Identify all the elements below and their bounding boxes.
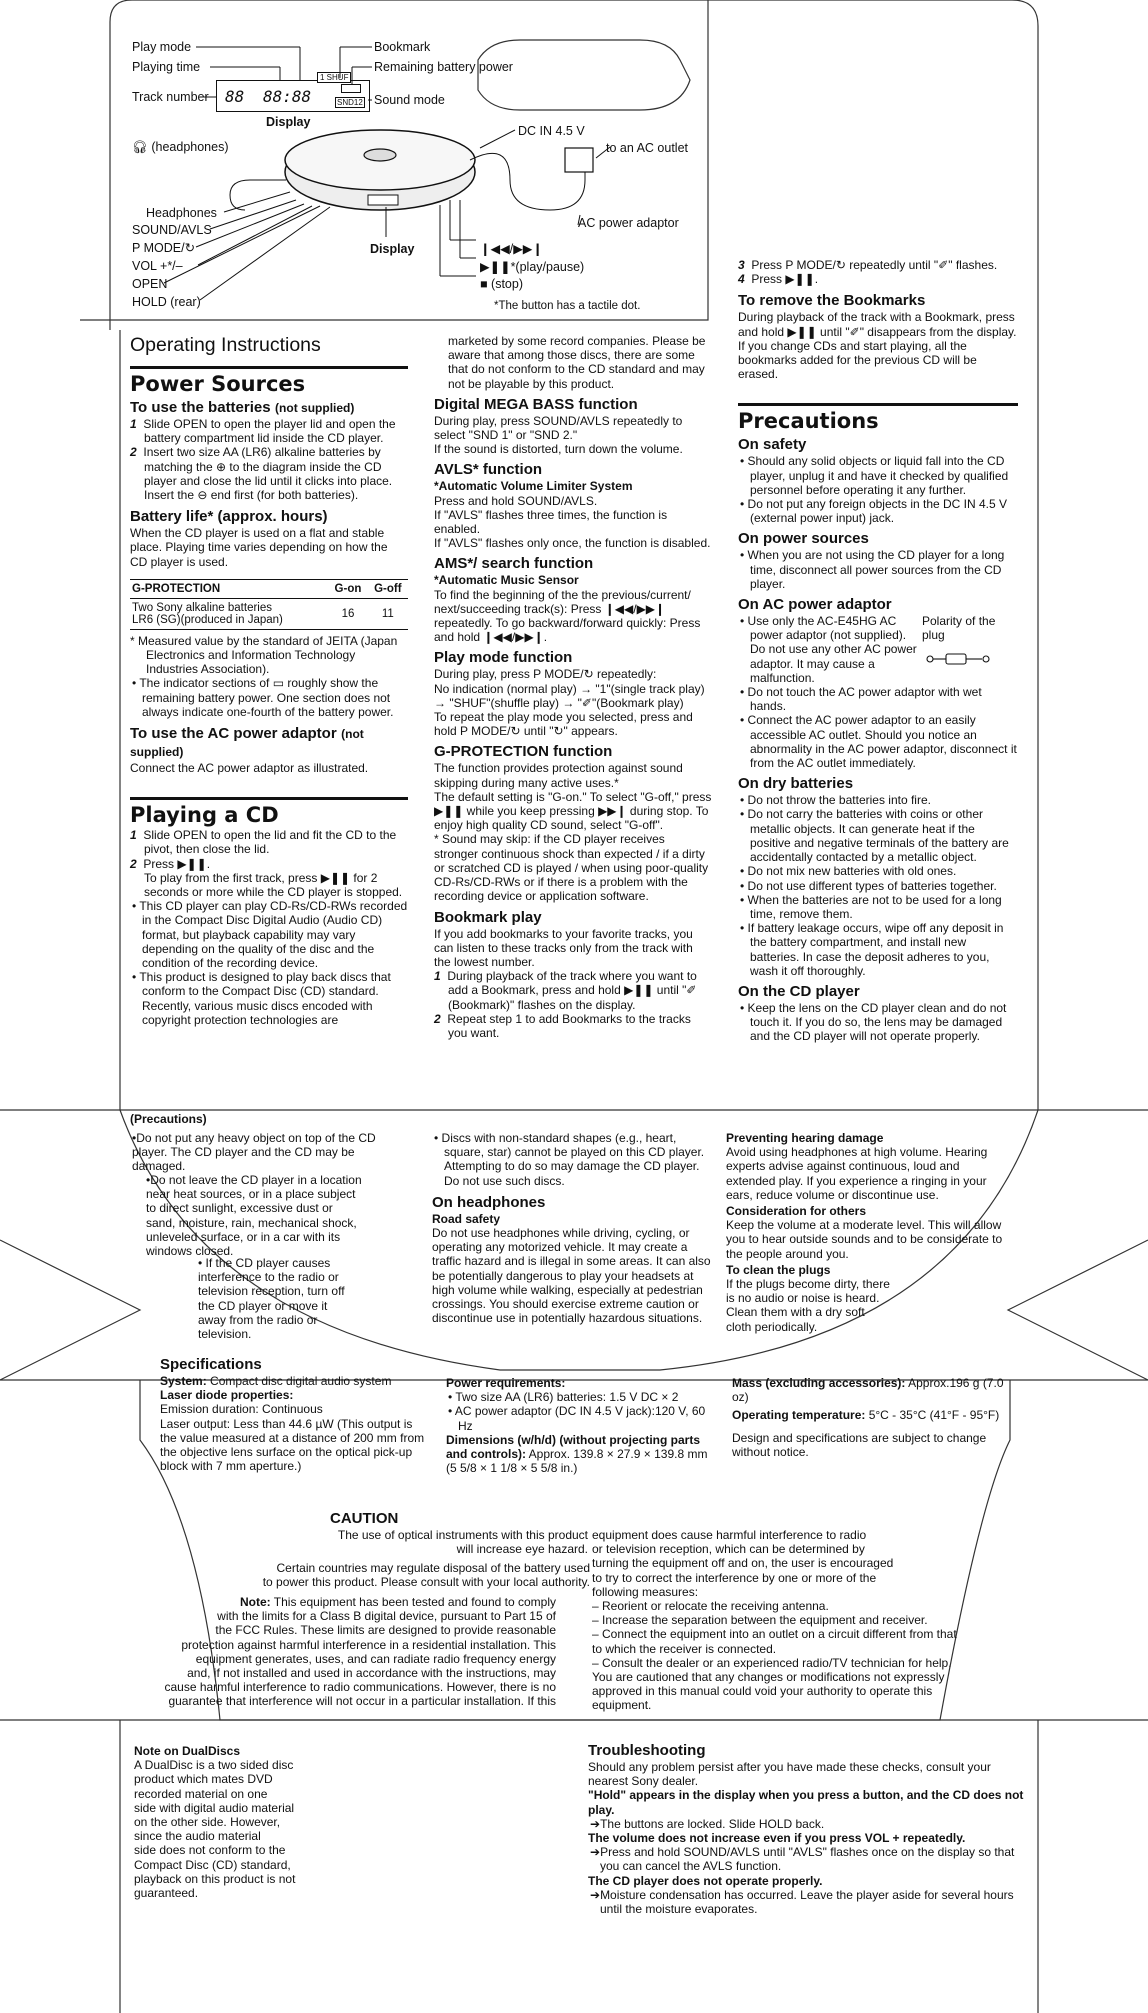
ts-question-3: The CD player does not operate properly. (588, 1873, 823, 1888)
label-open: OPEN (132, 277, 168, 291)
gprot-text: The function provides protection against sound skipping during many active uses.* The default setting is "G-on." To select "G-off," press ▶❚❚ while you keep pressing ▶▶❙ during stop. To enjoy high quality CD sound, select "G-off". * Sound may skip: if the CD player receives stronger continuous shock than expected / if a dirty or scratched CD is played / when using poor-quality CD-Rs/CD-RWs or if there is a problem with the recording device or application software. (434, 761, 712, 904)
lcd-shuf: 1 SHUF (317, 72, 351, 83)
troubleshooting-heading: Troubleshooting (588, 1742, 706, 1759)
power-req-heading: Power requirements: (446, 1376, 566, 1390)
clean-plugs-text: If the plugs become dirty, there is no audio or noise is heard. Clean them with a dry soft cloth periodically. (726, 1277, 890, 1334)
label-tactile: *The button has a tactile dot. (494, 300, 641, 312)
dry-bullet-3: • Do not mix new batteries with old ones. (740, 864, 957, 879)
label-track-number: Track number (132, 90, 209, 104)
label-prev-next: ❙◀◀/▶▶❙ (480, 242, 543, 256)
ts-question-1: "Hold" appears in the display when you press a button, and the CD does not play. (588, 1788, 1024, 1817)
remove-bookmarks-heading: To remove the Bookmarks (738, 292, 926, 310)
play-mode-heading: Play mode function (434, 649, 573, 667)
battery-step-1: 1 Slide OPEN to open the player lid and open the battery compartment lid inside the CD player. (130, 417, 396, 446)
footnote-2: • The indicator sections of ▭ roughly show the remaining battery power. One section does not always indicate one-fourth of the battery power. (132, 676, 394, 719)
polarity-label: Polarity of the plug (922, 614, 996, 643)
doc-title: Operating Instructions (130, 334, 321, 356)
batteries-heading: To use the batteries (not supplied) (130, 399, 355, 416)
specs-right (732, 1376, 1012, 1459)
dualdisc-note (134, 1744, 324, 1900)
stop-icon: ■ (480, 277, 488, 291)
lcd-track: 88 (225, 87, 245, 106)
label-sound-mode: Sound mode (374, 93, 445, 107)
headphones-heading: On headphones (432, 1193, 546, 1211)
table-header-gprot: G-PROTECTION (130, 579, 328, 598)
avls-text: Press and hold SOUND/AVLS. If "AVLS" flashes three times, the function is enabled. If "AVLS" flashes only once, the function is disabled. (434, 493, 711, 551)
dry-bullet-2: • Do not carry the batteries with coins or other metallic objects. It can generate heat if the positive and negative terminals of the battery are accidentally contacted by a metallic object. (740, 807, 1009, 865)
dry-bullet-5: • When the batteries are not to be used for a long time, remove them. (740, 892, 1002, 921)
dry-batteries-heading: On dry batteries (738, 775, 854, 793)
table-row-label: Two Sony alkaline batteries LR6 (SG)(produced in Japan) (130, 598, 328, 629)
ac-adaptor-heading: On AC power adaptor (738, 596, 892, 614)
precautions-continued-label: (Precautions) (130, 1112, 207, 1126)
playing-cd-heading: Playing a CD (130, 797, 408, 828)
label-p-mode: P MODE/↻ (132, 241, 196, 255)
remove-bookmarks-text: During playback of the track with a Bookmark, press and hold ▶❚❚ until "✐" disappears from the display. If you change CDs and start playing, all the bookmarks added for the previous CD will be erased. (738, 310, 1017, 382)
fcc-note: Note: This equipment has been tested and found to comply with the limits for a Class B digital device, pursuant to Part 15 of the FCC Rules. These limits are designed to provide reasonable protection against harmful interference in a residential installation. This equipment generates, uses, and can radiate radio frequency energy and, if not installed and used in accordance with the instructions, may cause harmful interference to radio communications. However, there is no guarantee that interference will not occur in a particular installation. If this (164, 1595, 556, 1709)
ts-answer-2: ➔Press and hold SOUND/AVLS until "AVLS" flashes once on the display so that you can cancel the AVLS function. (590, 1845, 1015, 1874)
column-1 (130, 332, 408, 1027)
design-note: Design and specifications are subject to change without notice. (732, 1430, 987, 1459)
battery-life-table (130, 579, 408, 630)
label-ac-outlet: to an AC outlet (606, 141, 689, 155)
label-stop: ■ (stop) (480, 277, 523, 291)
polarity-plug-icon (924, 648, 994, 670)
ams-heading: AMS*/ search function (434, 555, 594, 573)
ac-adaptor-bullet-3: • Connect the AC power adaptor to an easily accessible AC outlet. Should you notice an abnormality in the AC power adaptor, disconnect it from the AC outlet immediately. (740, 713, 1017, 771)
hearing-text: Avoid using headphones at high volume. Hearing experts advise against continuous, loud and extended play. If you experience a ringing in your ears, reduce volume or discontinue use. (726, 1145, 988, 1202)
road-safety-heading: Road safety (432, 1211, 501, 1226)
middle-left-3: • If the CD player causes interference to the radio or television reception, turn off the CD player or move it away from the radio or television. (198, 1256, 345, 1342)
discs-shapes-bullet: • Discs with non-standard shapes (e.g., heart, square, star) cannot be played on this CD player. Attempting to do so may damage the CD player. Do not use such discs. (434, 1131, 705, 1188)
ts-answer-3: ➔Moisture condensation has occurred. Leave the player aside for several hours until the moisture evaporates. (590, 1887, 1014, 1917)
ac-heading: To use the AC power adaptor (not supplied) (130, 725, 364, 760)
label-display-top: Display (266, 115, 311, 129)
ams-sub: *Automatic Music Sensor (434, 573, 579, 588)
power-req-1: • Two size AA (LR6) batteries: 1.5 V DC × 2 (448, 1390, 679, 1405)
table-cell-goff: 11 (368, 598, 408, 629)
footnote-1: * Measured value by the standard of JEITA (Japan Electronics and Information Technology Industries Association). (130, 633, 398, 677)
gprot-heading: G-PROTECTION function (434, 743, 613, 761)
safety-bullet-2: • Do not put any foreign objects in the DC IN 4.5 V (external power input) jack. (740, 497, 1008, 526)
play-bullet-2: • This product is designed to play back discs that conform to the Compact Disc (CD) standard. Recently, various music discs encoded with copyright protection technologies are (132, 970, 391, 1027)
system-line: System: Compact disc digital audio system (160, 1374, 392, 1388)
arrow-icon: ➔ (590, 1845, 601, 1860)
middle-left-1: •Do not put any heavy object on top of the CD player. The CD player and the CD may be damaged. (132, 1131, 376, 1174)
bookmark-text: If you add bookmarks to your favorite tracks, you can listen to these tracks only from the track with the lowest number. (434, 926, 693, 969)
play-step-2: 2 Press ▶❚❚. To play from the first track, press ▶❚❚ for 2 seconds or more while the CD player is stopped. (130, 856, 403, 900)
power-sources-heading: Power Sources (130, 366, 408, 397)
safety-bullet-1: • Should any solid objects or liquid fall into the CD player, unplug it and have it checked by qualified personnel before operating it any further. (740, 454, 1009, 497)
power-sources-bullet: • When you are not using the CD player for a long time, disconnect all power sources from the CD player. (740, 548, 1005, 591)
avls-sub: *Automatic Volume Limiter System (434, 479, 633, 494)
troubleshooting-intro: Should any problem persist after you have made these checks, consult your nearest Sony dealer. (588, 1760, 991, 1789)
ts-question-2: The volume does not increase even if you press VOL + repeatedly. (588, 1831, 966, 1846)
label-playing-time: Playing time (132, 60, 201, 74)
bookmark-step-3: 3 Press P MODE/↻ repeatedly until "✐" flashes. (738, 258, 998, 272)
bookmark-step-1: 1 During playback of the track where you want to add a Bookmark, press and hold ▶❚❚ until "✐ (Bookmark)" flashes on the display. (434, 969, 697, 1012)
label-remaining-battery: Remaining battery power (374, 60, 513, 74)
ams-text: To find the beginning of the the previous/current/ next/succeeding track(s): Press ❙◀◀/▶▶❙ repeatedly. To go backward/forward quickly: Press and hold ❙◀◀/▶▶❙. (434, 587, 701, 645)
middle-left-2: •Do not leave the CD player in a location near heat sources, or in a place subject to direct sunlight, excessive dust or sand, moisture, rain, mechanical shock, unleveled surface, or in a car with its windows closed. (146, 1173, 362, 1259)
dimensions: Dimensions (w/h/d) (without projecting parts and controls): Approx. 139.8 × 27.9 × 139.8 mm (5 5/8 × 1 1/8 × 5 5/8 in.) (446, 1432, 708, 1476)
label-headphones: Headphones (146, 206, 217, 220)
cd-player-bullet: • Keep the lens on the CD player clean and do not touch it. If you do so, the lens may be damaged and the CD player will not operate properly. (740, 1000, 1007, 1044)
column-2 (434, 334, 712, 1040)
bookmark-step-4: 4 Press ▶❚❚. (738, 272, 819, 287)
consideration-text: Keep the volume at a moderate level. This will allow you to hear outside sounds and to be considerate to the people around you. (726, 1218, 1003, 1261)
battery-step-2: 2 Insert two size AA (LR6) alkaline batteries by matching the ⊕ to the diagram inside the CD player and close the lid until it clicks into place. Insert the ⊖ end first (for both batteries). (130, 445, 393, 503)
next-icon: ▶▶❙ (513, 242, 543, 256)
battery-life-text: When the CD player is used on a flat and stable place. Playing time varies depending on how the CD player is used. (130, 526, 388, 569)
arrow-icon: ➔ (590, 1887, 601, 1902)
road-safety-text: Do not use headphones while driving, cycling, or operating any motorized vehicle. It may create a traffic hazard and is illegal in some areas. It can also be potentially dangerous to play your headsets at high volume while walking, especially at pedestrian crossings. You should exercise extreme caution or discontinue use in potentially hazardous situations. (432, 1226, 711, 1326)
col2-continuation: marketed by some record companies. Please be aware that among those discs, there are some that do not conform to the CD standard and may not be playable by this product. (448, 334, 706, 391)
dry-bullet-6: • If battery leakage occurs, wipe off any deposit in the battery compartment, and install new batteries. In case the deposit adheres to you, wash it off thoroughly. (740, 921, 1004, 978)
play-mode-text: During play, press P MODE/↻ repeatedly: No indication (normal play) → "1"(single track play) → "SHUF"(shuffle play) → "✐"(Bookmark play) To repeat the play mode you selected, press and hold P MODE/↻ until "↻" appears. (434, 667, 705, 739)
mega-bass-text: During play, press SOUND/AVLS repeatedly to select "SND 1" or "SND 2." If the sound is distorted, turn down the volume. (434, 413, 683, 457)
power-req-2: • AC power adaptor (DC IN 4.5 V jack):120 V, 60 Hz (448, 1404, 706, 1433)
caution-text-2: Certain countries may regulate disposal of the battery used to power this product. Please consult with your local authority. (262, 1561, 590, 1590)
label-play-mode: Play mode (132, 40, 192, 54)
label-sound-avls: SOUND/AVLS (132, 223, 212, 237)
dualdisc-text: A DualDisc is a two sided disc product which mates DVD recorded material on one side with digital audio material on the other side. However, since the audio material side does not conform to the Compact Disc (CD) standard, playback on this product is not guaranteed. (134, 1758, 296, 1901)
caution-text-1: The use of optical instruments with this product will increase eye hazard. (337, 1528, 588, 1557)
fcc-note-continued: equipment does cause harmful interference to radio or television reception, which can be determined by turning the equipment off and on, the user is encouraged to try to correct the interference by one or more of the following measures: – Reorient or relocate the receiving antenna. – Increase the separation between the equipment and receiver. – Connect the equipment into an outlet on a circuit different from that to which the receiver is connected. – Consult the dealer or an experienced radio/TV technician for help. You are cautioned that any changes or modifications not expressly approved in this manual could void your authority to operate this equipment. (592, 1528, 957, 1713)
power-sources-sub-heading: On power sources (738, 530, 869, 548)
consideration-heading: Consideration for others (726, 1204, 867, 1219)
caution-heading: CAUTION (330, 1510, 399, 1527)
prev-icon: ❙◀◀ (480, 242, 510, 256)
play-bullet-1: • This CD player can play CD-Rs/CD-RWs recorded in the Compact Disc Digital Audio (Audio CD) format, but playback capability may vary depending on the quality of the disc and the condition of the recording device. (132, 899, 408, 971)
hearing-heading: Preventing hearing damage (726, 1131, 884, 1145)
ac-adaptor-bullet-1: • Use only the AC-E45HG AC power adaptor (not supplied). Do not use any other AC power adaptor. It may cause a malfunction. (740, 614, 917, 685)
label-vol: VOL +*/– (132, 259, 183, 273)
lcd-snd: SND12 (337, 98, 363, 107)
dry-bullet-1: • Do not throw the batteries into fire. (740, 793, 931, 808)
specs-left (160, 1356, 430, 1473)
table-header-goff: G-off (368, 579, 408, 598)
troubleshooting (588, 1742, 1024, 1916)
battery-life-heading: Battery life* (approx. hours) (130, 508, 328, 526)
laser-text: Emission duration: Continuous Laser output: Less than 44.6 µW (This output is the value measured at a distance of 200 mm from the objective lens surface on the optical pick-up block with 7 mm aperture.) (160, 1402, 425, 1474)
bookmark-step-2: 2 Repeat step 1 to add Bookmarks to the tracks you want. (434, 1011, 691, 1040)
avls-heading: AVLS* function (434, 461, 543, 479)
label-display-bottom: Display (370, 242, 415, 256)
mega-bass-heading: Digital MEGA BASS function (434, 395, 638, 413)
laser-heading: Laser diode properties: (160, 1388, 294, 1403)
specs-heading: Specifications (160, 1356, 262, 1373)
precautions-heading: Precautions (738, 403, 1018, 434)
table-header-gon: G-on (328, 579, 367, 598)
specs-center (446, 1376, 714, 1475)
label-dc-in: DC IN 4.5 V (518, 124, 585, 138)
dualdisc-heading: Note on DualDiscs (134, 1744, 241, 1758)
headphones-jack-label: 🎧︎ (headphones) (132, 140, 229, 154)
ts-answer-1: ➔The buttons are locked. Slide HOLD back. (590, 1816, 825, 1831)
clean-plugs-heading: To clean the plugs (726, 1262, 831, 1277)
label-bookmark: Bookmark (374, 40, 431, 54)
headphones-icon: 🎧︎ (132, 140, 148, 154)
lcd-time: 88:88 (263, 87, 312, 106)
column-3 (738, 258, 1018, 1044)
cd-player-heading: On the CD player (738, 982, 860, 1000)
repeat-icon: ↻ (184, 241, 196, 255)
play-pause-icon: ▶❚❚ (480, 260, 511, 274)
dry-bullet-4: • Do not use different types of batteries together. (740, 878, 997, 893)
table-cell-gon: 16 (328, 598, 367, 629)
middle-right (726, 1131, 1011, 1334)
ac-adaptor-bullet-2: • Do not touch the AC power adaptor with wet hands. (740, 685, 982, 714)
label-play-pause: ▶❚❚*(play/pause) (480, 260, 585, 274)
safety-heading: On safety (738, 436, 807, 454)
play-step-1: 1 Slide OPEN to open the lid and fit the CD to the pivot, then close the lid. (130, 828, 397, 857)
mass-line: Mass (excluding accessories): Approx.196 g (7.0 oz) (732, 1376, 1004, 1405)
temp-line: Operating temperature: 5°C - 35°C (41°F - 95°F) (732, 1408, 1000, 1423)
arrow-icon: ➔ (590, 1816, 601, 1831)
ac-text: Connect the AC power adaptor as illustrated. (130, 761, 369, 776)
label-ac-adaptor: AC power adaptor (578, 216, 679, 230)
bookmark-heading: Bookmark play (434, 908, 542, 926)
diagram-lines (0, 0, 708, 320)
label-hold: HOLD (rear) (132, 295, 201, 309)
middle-center (432, 1131, 712, 1325)
